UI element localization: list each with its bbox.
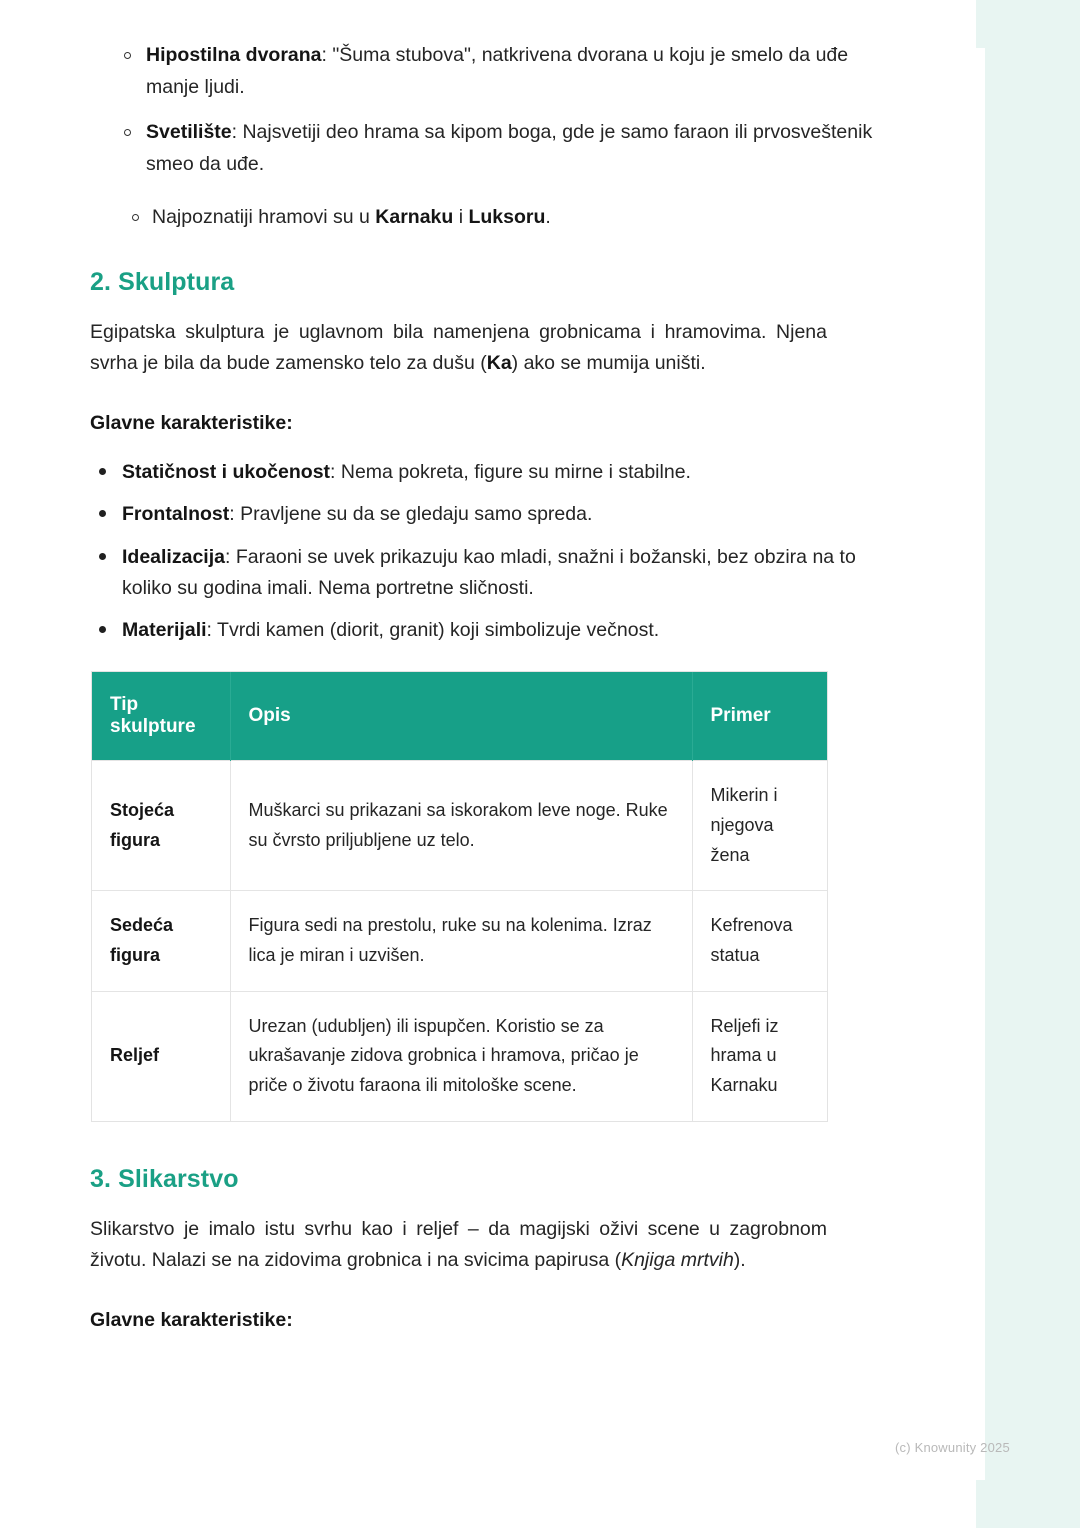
term-description: : Pravljene su da se gledaju samo spreda. — [229, 503, 593, 526]
sub-definition-list — [90, 40, 900, 180]
cell-example: Reljefi iz hrama u Karnaku — [692, 991, 827, 1121]
term-description: : Najsvetiji deo hrama sa kipom boga, gde je samo faraon ili prvosveštenik smeo da uđe. — [146, 121, 873, 175]
table-row — [92, 891, 827, 991]
cell-type: Sedeća figura — [92, 891, 230, 991]
cell-description: Figura sedi na prestolu, ruke su na kolenima. Izraz lica je miran i uzvišen. — [230, 891, 692, 991]
list-item — [90, 615, 900, 646]
table-header-row — [92, 672, 827, 761]
list-item — [90, 499, 900, 530]
term-label: Idealizacija — [122, 545, 225, 568]
copyright-footer: (c) Knowunity 2025 — [895, 1440, 1010, 1455]
term-label: Statičnost i ukočenost — [122, 461, 331, 484]
cell-description: Urezan (udubljen) ili ispupčen. Koristio se za ukrašavanje zidova grobnica i hramova, pričao je priče o životu faraona ili mitološke scene. — [230, 991, 692, 1121]
column-header-example: Primer — [692, 672, 827, 761]
paragraph-text-part1: Slikarstvo je imalo istu svrhu kao i reljef – da magijski oživi scene u zagrobnom životu. Nalazi se na zidovima grobnica i na svicima papirusa ( — [90, 1217, 827, 1272]
sculpture-types-table — [92, 672, 827, 1121]
section-heading-sculpture: 2. Skulptura — [90, 267, 235, 296]
famous-temples-list — [90, 202, 900, 234]
temples-suffix: . — [545, 206, 551, 229]
paragraph-text-part2: ). — [733, 1249, 746, 1272]
column-header-type: Tip skulpture — [92, 672, 230, 761]
cell-description: Muškarci su prikazani sa iskorakom leve noge. Ruke su čvrsto priljubljene uz telo. — [230, 761, 692, 891]
paragraph-bold-ka: Ka — [486, 352, 512, 375]
table-header — [92, 672, 827, 761]
temples-conjunction: i — [453, 206, 469, 229]
term-label: Hipostilna dvorana — [146, 44, 322, 66]
term-description: : Nema pokreta, figure su mirne i stabilne. — [330, 461, 691, 484]
page-side-band — [976, 0, 1080, 1528]
section-heading-painting: 3. Slikarstvo — [90, 1164, 239, 1193]
page-side-band-divider — [976, 48, 985, 1480]
book-of-the-dead-title: Knjiga mrtvih — [621, 1249, 734, 1272]
list-item — [90, 542, 900, 604]
cell-example: Kefrenova statua — [692, 891, 827, 991]
paragraph-text-part1: Egipatska skulptura je uglavnom bila namenjena grobnicama i hramovima. Njena svrha je bila da bude zamensko telo za dušu ( — [90, 320, 827, 375]
list-item — [90, 40, 900, 103]
paragraph-text-part2: ) ako se mumija uništi. — [511, 352, 706, 375]
cell-type: Reljef — [92, 991, 230, 1121]
list-item — [90, 117, 900, 180]
temple-karnak: Karnaku — [375, 206, 454, 229]
features-label-sculpture: Glavne karakteristike: — [90, 412, 293, 435]
sculpture-features-list — [90, 457, 900, 646]
term-description: : Faraoni se uvek prikazuju kao mladi, snažni i božanski, bez obzira na to koliko su godina imali. Nema portretne sličnosti. — [122, 545, 856, 599]
features-label-painting: Glavne karakteristike: — [90, 1308, 293, 1331]
term-label: Svetilište — [146, 121, 232, 144]
temples-prefix: Najpoznatiji hramovi su u — [152, 206, 376, 229]
cell-example: Mikerin i njegova žena — [692, 761, 827, 891]
table-body — [92, 761, 827, 1121]
term-label: Materijali — [122, 618, 207, 641]
painting-intro-paragraph — [90, 1214, 827, 1277]
cell-type: Stojeća figura — [92, 761, 230, 891]
list-item — [90, 457, 900, 488]
sculpture-intro-paragraph — [90, 317, 827, 380]
table-row — [92, 991, 827, 1121]
column-header-description: Opis — [230, 672, 692, 761]
term-description: : Tvrdi kamen (diorit, granit) koji simbolizuje večnost. — [206, 618, 660, 641]
temple-luxor: Luksoru — [468, 206, 546, 229]
term-label: Frontalnost — [122, 503, 230, 526]
list-item — [132, 202, 900, 234]
term-description: : "Šuma stubova", natkrivena dvorana u koju je smelo da uđe manje ljudi. — [146, 44, 849, 98]
table-row — [92, 761, 827, 891]
